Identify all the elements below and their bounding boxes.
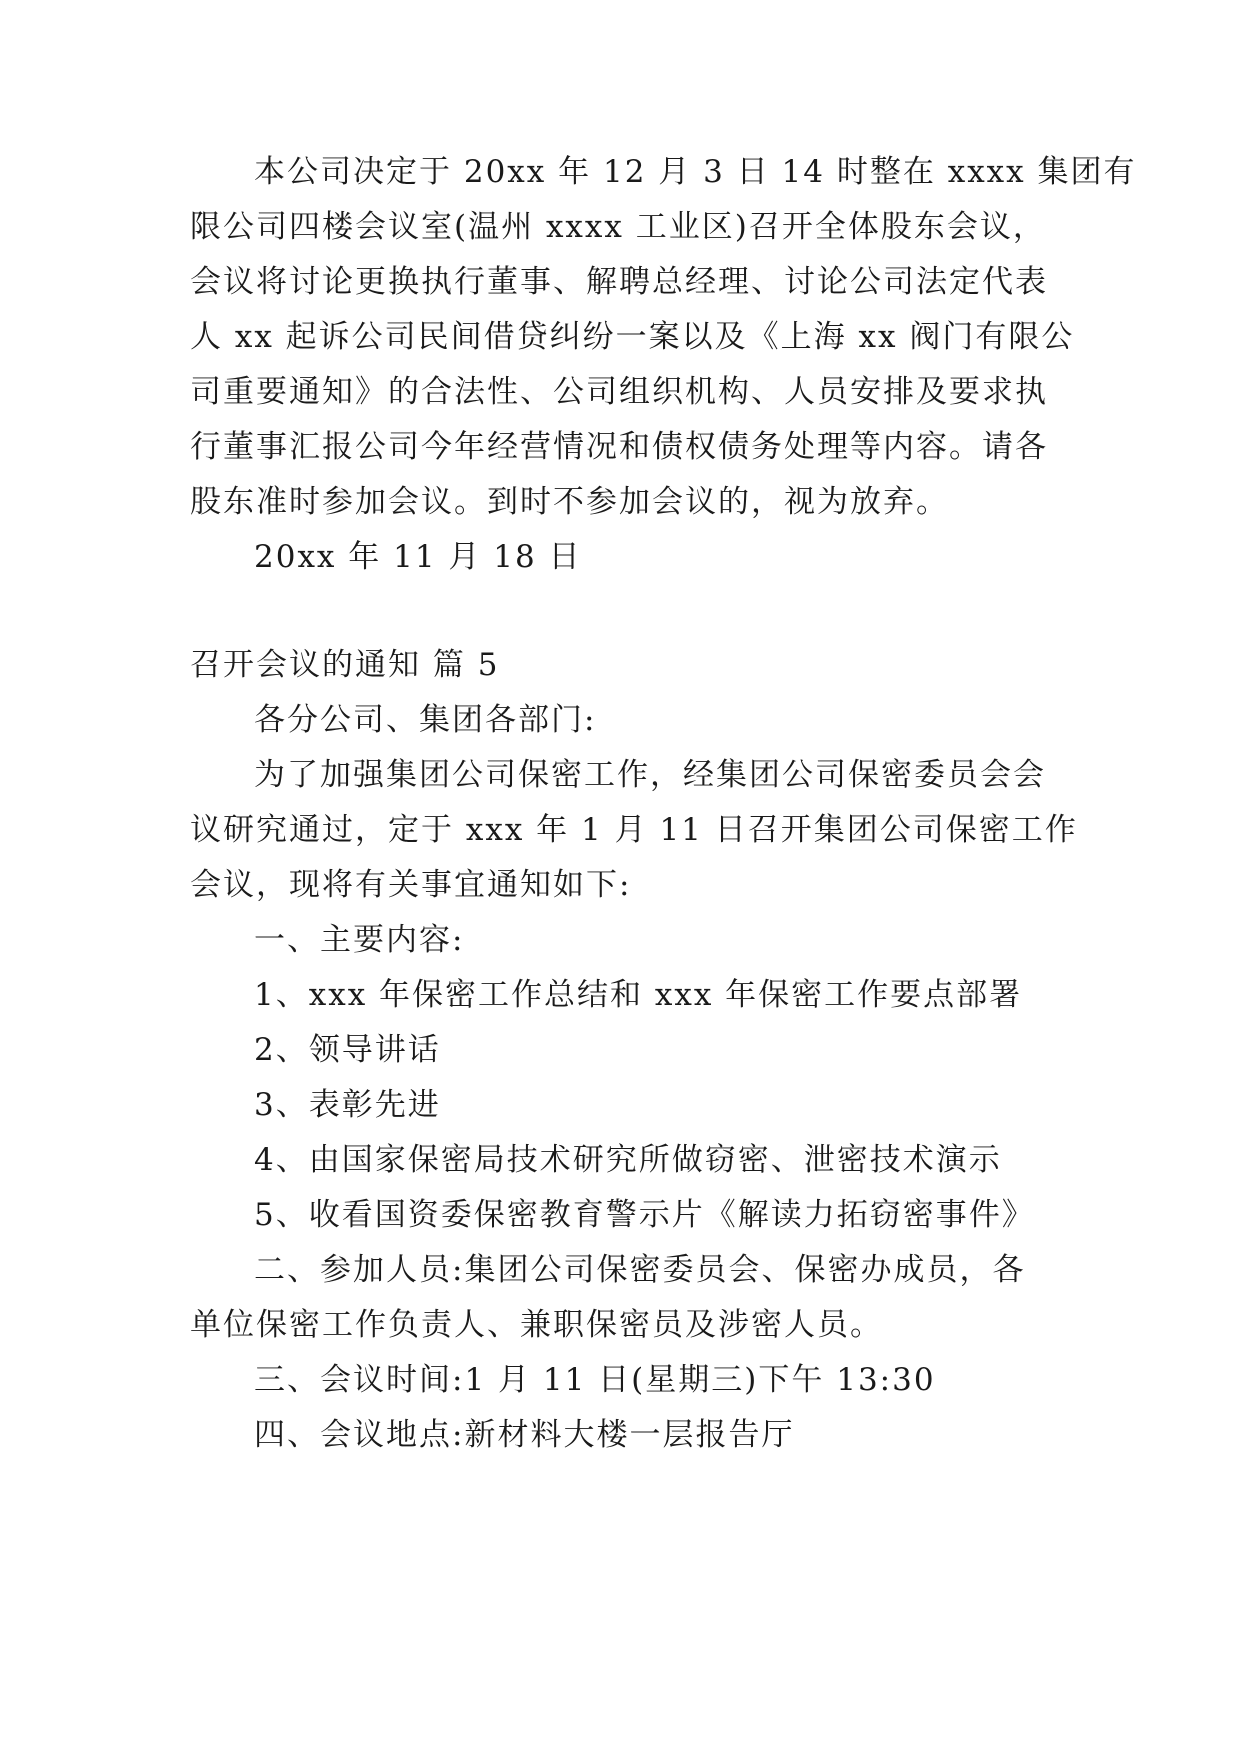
notice5-item-4: 4、由国家保密局技术研究所做窃密、泄密技术演示	[254, 1142, 1002, 1178]
notice5-section2-line-1: 二、参加人员:集团公司保密委员会、保密办成员，各	[254, 1252, 1026, 1288]
notice5-intro-line-1: 为了加强集团公司保密工作，经集团公司保密委员会会	[254, 757, 1046, 793]
notice4-line-1: 本公司决定于 20xx 年 12 月 3 日 14 时整在 xxxx 集团有	[254, 154, 1137, 190]
notice5-intro-line-3: 会议，现将有关事宜通知如下:	[190, 867, 632, 903]
notice4-line-7: 股东准时参加会议。到时不参加会议的，视为放弃。	[190, 484, 949, 520]
notice5-item-2: 2、领导讲话	[254, 1032, 441, 1068]
notice4-line-6: 行董事汇报公司今年经营情况和债权债务处理等内容。请各	[190, 429, 1048, 465]
notice4-line-3: 会议将讨论更换执行董事、解聘总经理、讨论公司法定代表	[190, 264, 1048, 300]
notice5-salutation: 各分公司、集团各部门:	[254, 702, 597, 738]
notice4-line-4: 人 xx 起诉公司民间借贷纠纷一案以及《上海 xx 阀门有限公	[190, 319, 1075, 355]
notice5-section1-title: 一、主要内容:	[254, 922, 465, 958]
notice5-intro-line-2: 议研究通过，定于 xxx 年 1 月 11 日召开集团公司保密工作	[190, 812, 1078, 848]
notice5-section4: 四、会议地点:新材料大楼一层报告厅	[254, 1417, 795, 1453]
notice4-line-2: 限公司四楼会议室(温州 xxxx 工业区)召开全体股东会议，	[190, 209, 1046, 245]
notice5-item-1: 1、xxx 年保密工作总结和 xxx 年保密工作要点部署	[254, 977, 1023, 1013]
notice5-item-5: 5、收看国资委保密教育警示片《解读力拓窃密事件》	[254, 1197, 1035, 1233]
notice4-date: 20xx 年 11 月 18 日	[254, 539, 582, 575]
notice5-section3: 三、会议时间:1 月 11 日(星期三)下午 13:30	[254, 1362, 936, 1398]
notice4-line-5: 司重要通知》的合法性、公司组织机构、人员安排及要求执	[190, 374, 1048, 410]
notice5-section2-line-2: 单位保密工作负责人、兼职保密员及涉密人员。	[190, 1307, 883, 1343]
notice5-title: 召开会议的通知 篇 5	[190, 647, 500, 683]
notice5-item-3: 3、表彰先进	[254, 1087, 441, 1123]
